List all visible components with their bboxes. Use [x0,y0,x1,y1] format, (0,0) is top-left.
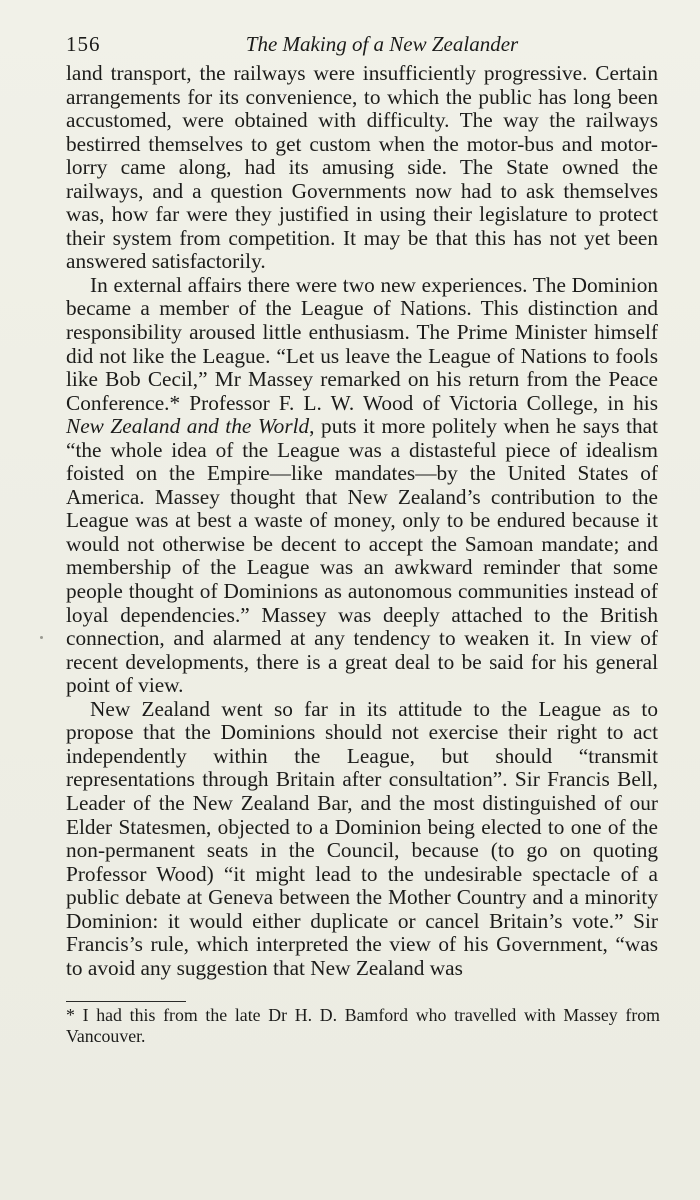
running-title: The Making of a New Zealander [245,32,519,56]
paragraph-1 [66,62,658,274]
body-text [66,62,658,980]
footnote: * I had this from the late Dr H. D. Bamford who travelled with Massey from Vancouver. [66,1005,660,1046]
paragraph-2-text-start: In external affairs there were two new experiences. The Dominion became a member of the League of Nations. This distinction and responsibility aroused little enthusiasm. The Prime Minister himself did not like the League. “Let us leave the League of Nations to fools like Bob Cecil,” Mr Massey remarked on his return from the Peace Conference.* Professor F. L. W. Wood of Victoria College, in his [66,272,658,415]
ink-speck [40,636,43,639]
paragraph-1-text: land transport, the railways were insufficiently progressive. Certain arrangements for its convenience, to which the public has long been accustomed, were obtained with difficulty. The way the railways bestirred themselves to get custom when the motor-bus and motor-lorry came along, had its amusing side. The State owned the railways, and a question Governments now had to ask themselves was, how far were they justified in using their legislature to protect their system from competition. It may be that this has not yet been answered satisfactorily. [66,61,658,274]
paragraph-2-text-end: , puts it more politely when he says that “the whole idea of the League was a distasteful piece of idealism foisted on the Empire—like mandates—by the United States of America. Massey thought that New Zealand’s contribution to the League was at best a waste of money, only to be endured because it would not otherwise be decent to accept the Samoan mandate; and membership of the League was an awkward reminder that some people thought of Dominions as autonomous communities instead of loyal dependencies.” Massey was deeply attached to the British connection, and alarmed at any tendency to weaken it. In view of recent developments, there is a great deal to be said for his general point of view. [66,414,658,698]
paragraph-3-text: New Zealand went so far in its attitude to the League as to propose that the Dominions should not exercise their right to act independently within the League, but should “transmit representations through Britain after consultation”. Sir Francis Bell, Leader of the New Zealand Bar, and the most distinguished of our Elder Statesmen, objected to a Dominion being elected to one of the non-permanent seats in the Council, because (to go on quoting Professor Wood) “it might lead to the undesirable spectacle of a public debate at Geneva between the Mother Country and a minority Dominion: it would either duplicate or cancel Britain’s vote.” Sir Francis’s rule, which interpreted the view of his Government, “was to avoid any suggestion that New Zealand was [66,696,658,980]
paragraph-2 [66,274,658,698]
book-title: New Zealand and the World [66,414,310,439]
page-header [66,32,658,62]
page-number: 156 [66,32,101,56]
footnote-divider [66,1001,186,1002]
paragraph-3 [66,698,658,981]
